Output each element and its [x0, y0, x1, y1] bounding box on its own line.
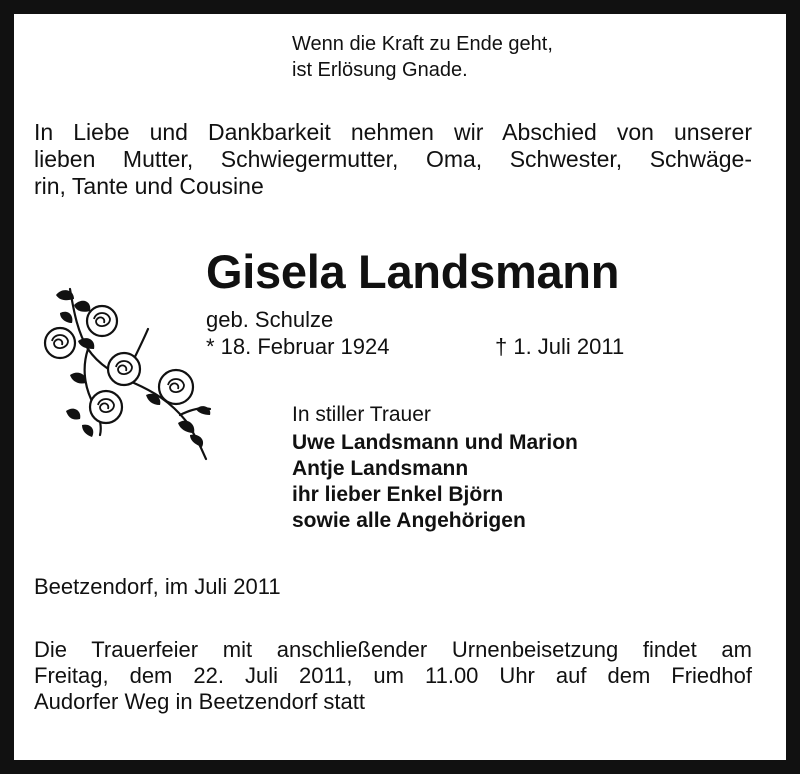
service-line: Audorfer Weg in Beetzendorf statt: [34, 689, 365, 714]
mourners-list: [292, 430, 578, 534]
place-date: Beetzendorf, im Juli 2011: [34, 574, 281, 599]
intro-line: lieben Mutter, Schwiegermutter, Oma, Schwester, Schwäge-: [34, 146, 752, 172]
motto-line: ist Erlösung Gnade.: [292, 59, 468, 81]
mourner-name: sowie alle Angehörigen: [292, 509, 526, 532]
motto-line: Wenn die Kraft zu Ende geht,: [292, 33, 553, 55]
roses-illustration-icon: [30, 283, 214, 461]
service-line: Freitag, dem 22. Juli 2011, um 11.00 Uhr auf dem Friedhof: [34, 663, 752, 688]
intro-text: [34, 119, 752, 200]
mourner-name: Uwe Landsmann und Marion: [292, 431, 578, 454]
death-date: † 1. Juli 2011: [495, 334, 625, 359]
mourner-name: ihr lieber Enkel Björn: [292, 483, 504, 506]
service-text: [34, 637, 752, 715]
maiden-name: geb. Schulze: [206, 307, 334, 332]
intro-line: rin, Tante und Cousine: [34, 173, 264, 199]
mourner-name: Antje Landsmann: [292, 457, 469, 480]
mourning-heading: In stiller Trauer: [292, 403, 431, 426]
intro-line: In Liebe und Dankbarkeit nehmen wir Abschied von unserer: [34, 119, 752, 145]
birth-date: * 18. Februar 1924: [206, 334, 390, 359]
service-line: Die Trauerfeier mit anschließender Urnenbeisetzung findet am: [34, 637, 752, 662]
deceased-name: Gisela Landsmann: [206, 245, 620, 298]
motto: [292, 31, 553, 83]
